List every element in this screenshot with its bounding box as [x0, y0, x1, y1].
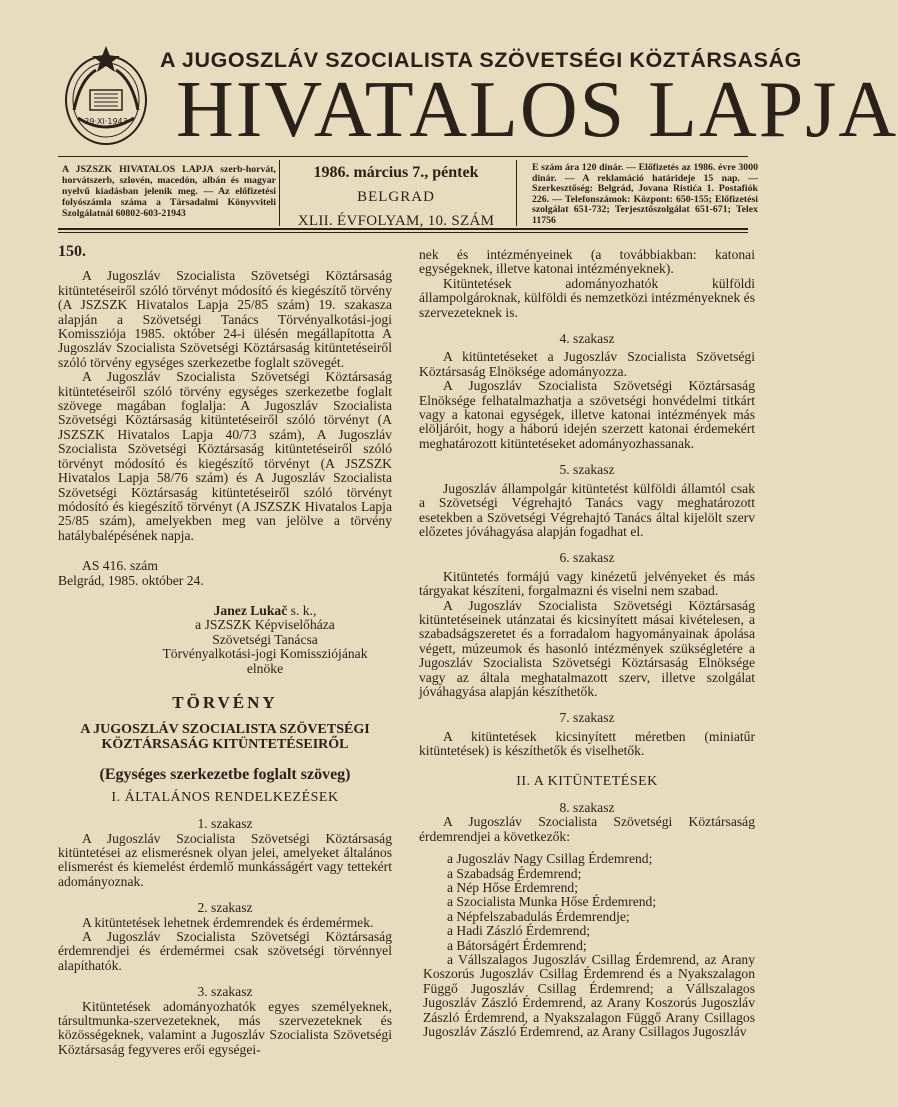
order-list — [419, 852, 755, 1039]
paragraph: A Jugoszláv Szocialista Szövetségi Köztársaság érdemrendjei és érdemérmei csak szövetségi törvénnyel alapíthatók. — [58, 929, 392, 973]
place-date: Belgrád, 1985. október 24. — [58, 572, 204, 588]
list-item: a Nép Hőse Érdemrend; — [447, 880, 578, 896]
signer-suffix: s. k., — [287, 602, 317, 618]
paragraph: A Jugoszláv Szocialista Szövetségi Köztársaság kitüntetéseinek utánzatai és kicsinyített másai kivételesen, a szabadságszeretet és a forradalom hagyományainak ápolása végett, múzeumok és hasonló intézmények szükségletére a Jugoszláv Szocialista Szövetségi Köztársaság Elnöksége vagy az általa meghatalmazott szerv, illetve szolgálat jóváhagyása alapján készíthetők. — [419, 597, 755, 699]
law-title: A JUGOSZLÁV SZOCIALISTA SZÖVETSÉGI KÖZTÁRSASÁG KITÜNTETÉSEIRŐL — [80, 722, 370, 753]
right-column — [419, 248, 755, 1040]
paragraph: Kitüntetések adományozhatók egyes személyeknek, társultmunka-szervezeteknek, más szervezeteknek és közösségeknek, valamint a Jugoszláv Szocialista Szövetségi Köztársaság fegyveres erői egységei- — [58, 998, 392, 1057]
issue-volume: XLII. ÉVFOLYAM, 10. SZÁM — [297, 213, 495, 229]
section-heading: 5. szakasz — [559, 462, 615, 478]
state-emblem-icon — [60, 40, 152, 148]
document-number: 150. — [58, 243, 86, 260]
paragraph: A Jugoszláv Szocialista Szövetségi Köztársaság kitüntetéseiről szóló törvény egységes szerkezetbe foglalt szövege magában foglalja: A Jugoszláv Szocialista Szövetségi Köztársaság kitüntetéseiről szóló törvényt (A JSZSZK Hivatalos Lapja 40/73 szám), A Jugoszláv Szocialista Szövetségi Köztársaság kitüntetéseiről szóló törvényt módosító és kiegészítő törvényt (A JSZSZK Hivatalos Lapja 58/76 szám) és A Jugoszláv Szocialista Szövetségi Köztársaság kitüntetéseiről szóló törvényt módosító és kiegészítő törvényt (A JSZSZK Hivatalos Lapja 25/85 szám), amelyekben meg van jelölve a törvény hatálybalépésének napja. — [58, 369, 392, 543]
paragraph: A Jugoszláv Szocialista Szövetségi Köztársaság kitüntetései az elismerésnek olyan jelei, amelyeket általános elismerést és kiemelést érdemlő munkásságért vagy tettekért adományoznak. — [58, 830, 392, 889]
left-column — [58, 245, 392, 1057]
paragraph: Kitüntetések adományozhatók külföldi állampolgároknak, külföldi és nemzetközi intézményeknek és szervezeteknek is. — [419, 275, 755, 320]
list-item: a Hadi Zászló Érdemrend; — [447, 923, 591, 939]
paragraph: A kitüntetéseket a Jugoszláv Szocialista Szövetségi Köztársaság Elnöksége adományozza. — [419, 349, 755, 379]
list-item: a Bátorságért Érdemrend; — [447, 937, 587, 953]
publication-info: A JSZSZK HIVATALOS LAPJA szerb-horvát, horvátszerb, szlovén, macedón, albán és magyar nyelvű kiadásban jelenik meg. — Az előfizetési folyószámla száma a Társadalmi Könyvviteli Szolgálatnál 60802-603-21943 — [62, 164, 276, 219]
signer-role: elnöke — [246, 660, 284, 676]
list-item: a Népfelszabadulás Érdemrendje; — [447, 908, 630, 924]
signer-name: Janez Lukač — [213, 602, 288, 618]
list-item: a Vállszalagos Jugoszláv Csillag Érdemrend, az Arany Koszorús Jugoszláv Csillag Érdemrend és a Nyakszalagon Függő Jugoszláv Csillag Érdemrend; a Vállszalagos Jugoszláv Zászló Érdemrend, az Arany Koszorús Jugoszláv Zászló Érdemrend, a Nyakszalagon Függő Arany Csillagos Jugoszláv Zászló Érdemrend, az Arany Csillagos Jugoszláv — [423, 952, 755, 1040]
signer-role: Szövetségi Tanácsa — [212, 631, 318, 647]
list-item: a Szocialista Munka Hőse Érdemrend; — [447, 894, 657, 910]
section-heading: 4. szakasz — [559, 331, 615, 347]
header-rule — [58, 232, 748, 233]
issue-date: 1986. március 7., péntek — [313, 164, 479, 181]
country-name: A JUGOSZLÁV SZOCIALISTA SZÖVETSÉGI KÖZTÁRSASÁG — [160, 48, 802, 72]
paragraph: A Jugoszláv Szocialista Szövetségi Köztársaság Elnöksége felhatalmazhatja a szövetségi honvédelmi titkárt vagy a katonai egységek, illetve katonai intézmények más elöljáróit, hogy a háború idején szerzett katonai érdemekért meghatározott kitüntetéseket adományozhassanak. — [419, 378, 755, 451]
header-rule — [58, 228, 748, 230]
list-item: a Jugoszláv Nagy Csillag Érdemrend; — [447, 851, 653, 867]
signer-role: Törvényalkotási-jogi Komissziójának — [162, 646, 368, 662]
header-rule — [58, 156, 748, 157]
price-info: E szám ára 120 dinár. — Előfizetés az 1986. évre 3000 dinár. — A reklamáció határideje 15 nap. — Szerkesztőség: Belgrád, Jovana Ristića 1. Postafiók 226. — Telefonszámok: Központ: 650-155; Előfizetési szolgálat 651-732; Terjesztőszolgálat 651-671; Telex 11756 — [532, 162, 758, 226]
paragraph: nek és intézményeinek (a továbbiakban: katonai egységeknek, illetve katonai intézményeknek). — [419, 247, 755, 277]
part-heading: II. A KITÜNTETÉSEK — [516, 773, 658, 789]
section-heading: 7. szakasz — [559, 710, 615, 726]
section-heading: 2. szakasz — [197, 900, 253, 916]
signer — [138, 604, 392, 618]
paper-title: HIVATALOS LAPJA — [176, 66, 898, 154]
signer-role: a JSZSZK Képviselőháza — [195, 617, 335, 633]
reference-number: AS 416. szám — [82, 558, 158, 574]
paragraph: Kitüntetés formájú vagy kinézetű jelvényeket és más tárgyakat készíteni, forgalmazni és viselni nem szabad. — [419, 568, 755, 599]
paragraph: A Jugoszláv Szocialista Szövetségi Köztársaság érdemrendjei a következők: — [419, 814, 755, 844]
svg-text:29·XI·1943: 29·XI·1943 — [84, 117, 128, 126]
section-heading: 1. szakasz — [197, 816, 253, 832]
paragraph: Jugoszláv állampolgár kitüntetést külföldi államtól csak a Szövetségi Végrehajtó Tanács vagy meghatározott esetekben a Szövetségi Végrehajtó Tanács által kijelölt szerv előzetes jóváhagyása alapján fogadhat el. — [419, 480, 755, 539]
divider — [279, 160, 280, 226]
paragraph: A kitüntetések kicsinyített méretben (miniatűr kitüntetések) is készíthetők és viselhetők. — [419, 728, 755, 759]
consolidated-note: (Egységes szerkezetbe foglalt szöveg) — [99, 766, 351, 784]
section-heading: 3. szakasz — [197, 984, 253, 1000]
list-item: a Szabadság Érdemrend; — [447, 865, 582, 881]
issue-info — [282, 163, 510, 231]
law-heading: TÖRVÉNY — [172, 692, 278, 712]
section-heading: 6. szakasz — [559, 550, 615, 566]
section-heading: 8. szakasz — [559, 800, 615, 815]
part-heading: I. ÁLTALÁNOS RENDELKEZÉSEK — [111, 789, 339, 805]
paragraph: A Jugoszláv Szocialista Szövetségi Köztársaság kitüntetéseiről szóló törvényt módosító és kiegészítő törvény (A JSZSZK Hivatalos Lapja 25/85 szám) 19. szakasza alapján a Szövetségi Tanács Törvényalkotási-jogi Komissziója 1985. október 24-i ülésén megállapította A Jugoszláv Szocialista Szövetségi Köztársaság kitüntetéseiről szóló törvény egységes szerkezetbe foglalt szövegét. — [58, 268, 392, 370]
issue-place: BELGRAD — [357, 189, 435, 205]
paragraph: A kitüntetések lehetnek érdemrendek és érdemérmek. — [82, 914, 374, 930]
divider — [516, 160, 517, 226]
